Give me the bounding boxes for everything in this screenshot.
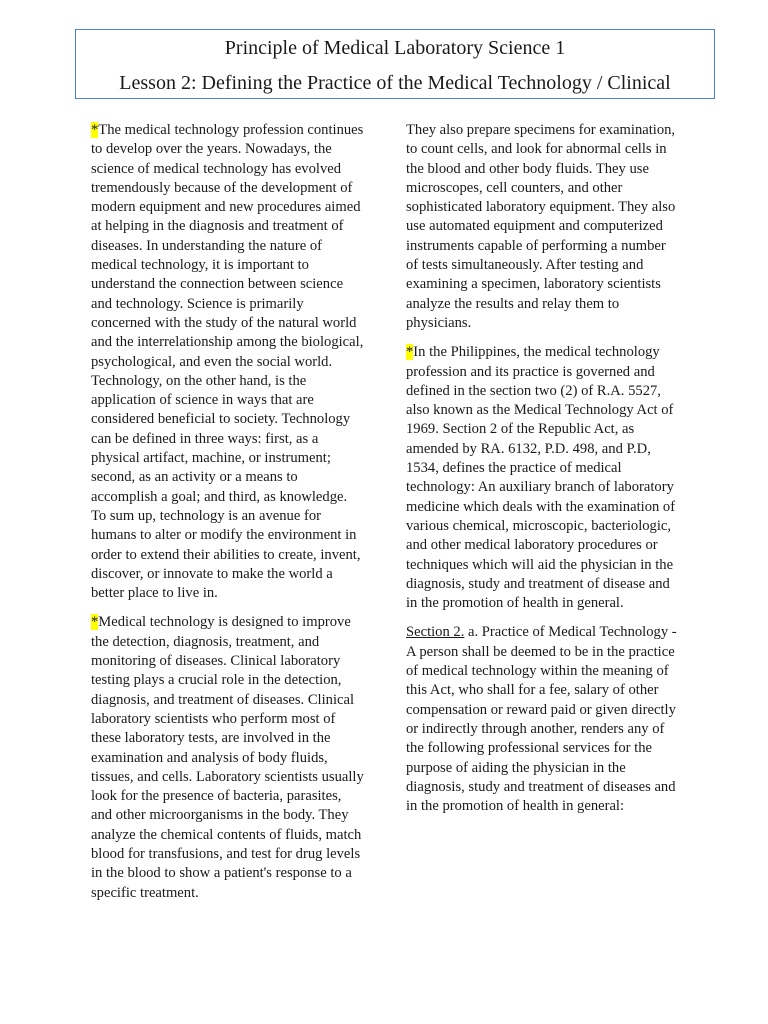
section-label: Section 2. (406, 624, 465, 641)
highlight-marker: * (406, 344, 414, 361)
paragraph-text: They also prepare specimens for examination, to count cells, and look for abnormal cells in the blood and other body fluids. They use microscopes, cell counters, and other sophisticated laboratory equipment. They also use automated equipment and computerized instruments capable of performing a number of tests simultaneously. After testing and examining a specimen, laboratory scientists analyze the results and relay them to physicians. (406, 122, 676, 331)
paragraph-technology-profession (91, 121, 365, 603)
paragraph-text: The medical technology profession continues to develop over the years. Nowadays, the science of medical technology has evolved tremendously because of the development of modern equipment and new procedures aimed at helping in the diagnosis and treatment of diseases. In understanding the nature of medical technology, it is important to understand the connection between science and technology. Science is primarily concerned with the study of the natural world and the interrelationship among the biological, psychological, and even the social world. Technology, on the other hand, is the application of science in ways that are considered beneficial to society. Technology can be defined in three ways: first, as a physical artifact, machine, or instrument; second, as an activity or a means to accomplish a goal; and third, as knowledge. To sum up, technology is an avenue for humans to alter or modify the environment in order to extend their abilities to create, invent, discover, or innovate to make the world a better place to live in. (91, 122, 364, 602)
course-title: Principle of Medical Laboratory Science 1 (224, 37, 566, 59)
left-column (91, 121, 365, 913)
paragraph-text: In the Philippines, the medical technology profession and its practice is governed and defined in the section two (2) of R.A. 5527, also known as the Medical Technology Act of 1969. Section 2 of the Republic Act, as amended by RA. 6132, P.D. 498, and P.D, 1534, defines the practice of medical technology: An auxiliary branch of laboratory medicine which deals with the examination of various chemical, microscopic, bacteriologic, and other medical laboratory procedures or techniques which will aid the physician in the diagnosis, study and treatment of disease and in the promotion of health in general. (406, 344, 676, 612)
paragraph-medical-technology-purpose (91, 613, 365, 902)
right-column (406, 121, 680, 826)
paragraph-specimen-preparation (406, 121, 680, 333)
highlight-marker: * (91, 122, 99, 138)
paragraph-text: a. Practice of Medical Technology - A person shall be deemed to be in the practice of medical technology within the meaning of this Act, who shall for a fee, salary of other compensation or reward paid or given directly or indirectly through another, renders any of the following professional services for the purpose of aiding the physician in the diagnosis, study and treatment of diseases and in the promotion of health in general: (406, 624, 677, 815)
paragraph-philippines-law (406, 343, 680, 613)
highlight-marker: * (91, 614, 99, 631)
lesson-header (75, 29, 715, 99)
paragraph-text: Medical technology is designed to improve the detection, diagnosis, treatment, and monitoring of diseases. Clinical laboratory testing plays a crucial role in the detection, diagnosis, and treatment of diseases. Clinical laboratory scientists who perform most of these laboratory tests, are involved in the examination and analysis of body fluids, tissues, and cells. Laboratory scientists usually look for the presence of bacteria, parasites, and other microorganisms in the body. They analyze the chemical contents of fluids, match blood for transfusions, and test for drug levels in the blood to show a patient's response to a specific treatment. (91, 614, 364, 901)
lesson-title: Lesson 2: Defining the Practice of the Medical Technology / Clinical (119, 72, 671, 94)
paragraph-section-2 (406, 623, 680, 816)
